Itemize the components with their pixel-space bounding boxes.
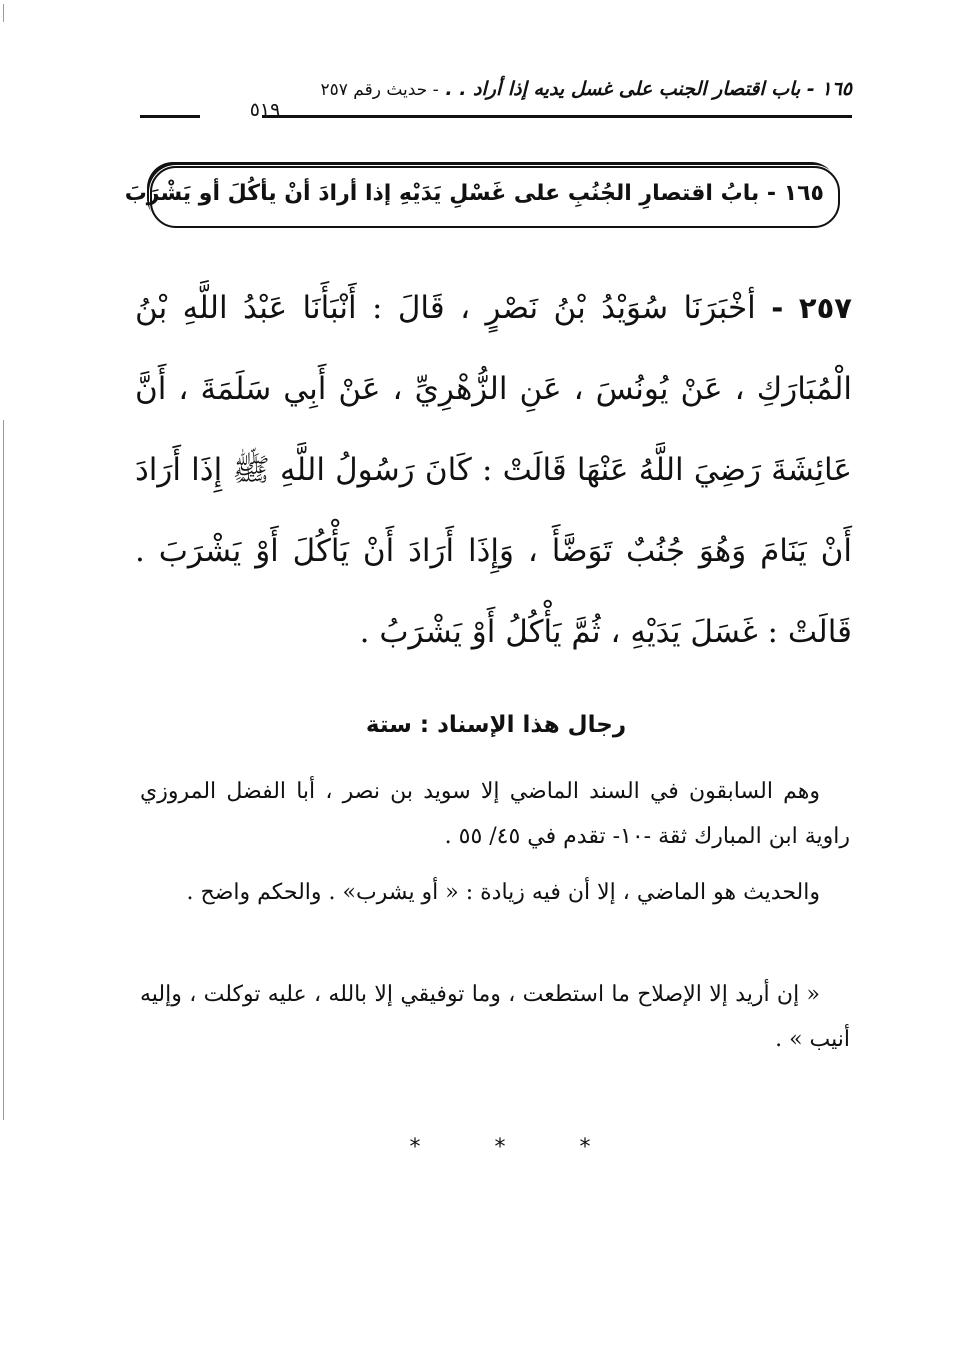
section-end-separator [400, 1135, 600, 1160]
scan-edge-mark-top [3, 4, 4, 22]
hadith-number: ٢٥٧ - [771, 291, 852, 325]
commentary-paragraph-1: وهم السابقون في السند الماضي إلا سويد بن نصر ، أبا الفضل المروزي راوية ابن المبارك ثقة -١٠- تقدم في ٤٥/ ٥٥ . [140, 779, 850, 849]
chapter-title-frame [124, 166, 840, 228]
running-header-hadith-ref: - حديث رقم ٢٥٧ [320, 80, 439, 100]
hadith-text-block [135, 268, 852, 673]
commentary-paragraph-3: « إن أريد إلا الإصلاح ما استطعت ، وما توفيقي إلا بالله ، عليه توكلت ، وإليه أنيب » . [140, 982, 850, 1052]
page-number: ٥١٩ [249, 99, 281, 121]
commentary-paragraph-2: والحديث هو الماضي ، إلا أن فيه زيادة : « أو يشرب» . والحكم واضح . [186, 880, 820, 905]
running-header [140, 78, 852, 124]
running-header-title [320, 78, 852, 100]
scan-edge-mark-left [3, 420, 4, 1120]
header-rule-right [262, 115, 852, 118]
running-header-chapter: ١٦٥ - باب اقتصار الجنب على غسل يديه إذا أراد . . [445, 78, 852, 100]
separator-star: * [579, 1135, 591, 1160]
hadith-text: أخْبَرَنَا سُوَيْدُ بْنُ نَصْرٍ ، قَالَ : أَنْبَأَنَا عَبْدُ اللَّهِ بْنُ الْمُبَارَكِ ، عَنْ يُونُسَ ، عَنِ الزُّهْرِيِّ ، عَنْ أَبِي سَلَمَةَ ، أَنَّ عَائِشَةَ رَضِيَ اللَّهُ عَنْهَا قَالَتْ : كَانَ رَسُولُ اللَّهِ ﷺ إِذَا أَرَادَ أَنْ يَنَامَ وَهُوَ جُنُبٌ تَوَضَّأَ ، وَإِذَا أَرَادَ أَنْ يَأْكُلَ أَوْ يَشْرَبَ . قَالَتْ : غَسَلَ يَدَيْهِ ، ثُمَّ يَأْكُلُ أَوْ يَشْرَبُ . [135, 290, 852, 650]
chapter-title: ١٦٥ - بابُ اقتصارِ الجُنُبِ على غَسْلِ يَدَيْهِ إذا أرادَ أنْ يأكُلَ أو يَشْرَبَ [124, 181, 824, 206]
narrators-heading: رجال هذا الإسناد : ستة [365, 712, 627, 738]
separator-star: * [494, 1135, 506, 1160]
header-rule-left [140, 115, 200, 118]
separator-star: * [409, 1135, 421, 1160]
